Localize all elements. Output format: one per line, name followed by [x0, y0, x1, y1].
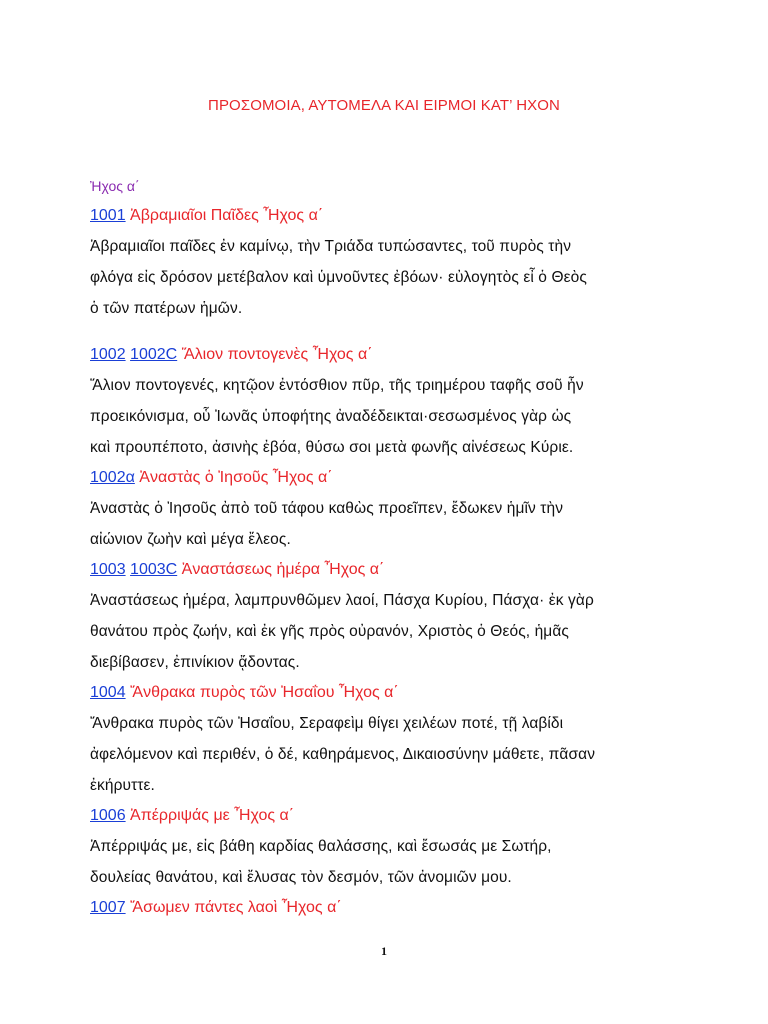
- hymn-title: Ἅλιον ποντογενὲς Ἦχος α΄: [181, 346, 373, 363]
- hymn-text-line: Ἄνθρακα πυρὸς τῶν Ἠσαΐου, Σεραφεὶμ θίγει χειλέων ποτέ, τῇ λαβίδι: [90, 715, 564, 732]
- hymn-entry: [90, 340, 690, 463]
- hymn-text-line: αἰώνιον ζωὴν καὶ μέγα ἔλεος.: [90, 531, 291, 548]
- hymn-ref-link[interactable]: 1002C: [130, 346, 178, 363]
- hymn-ref-link[interactable]: 1003: [90, 561, 126, 578]
- hymn-text: [90, 708, 690, 801]
- hymn-title: Ἀναστὰς ὁ Ἰησοῦς Ἦχος α΄: [139, 469, 333, 486]
- hymn-heading: [90, 893, 690, 923]
- hymn-ref-link[interactable]: 1002: [90, 346, 126, 363]
- hymn-title: Ἀβραμιαῖοι Παῖδες Ἦχος α΄: [130, 207, 324, 224]
- hymn-text-line: Ἀναστάσεως ἡμέρα, λαμπρυνθῶμεν λαοί, Πάσχα Κυρίου, Πάσχα· ἐκ γὰρ: [90, 592, 594, 609]
- hymn-title: Ἀπέρριψάς με Ἦχος α΄: [130, 807, 295, 824]
- hymn-heading: [90, 463, 690, 493]
- hymn-text: [90, 231, 690, 324]
- hymn-text-line: ὁ τῶν πατέρων ἡμῶν.: [90, 300, 243, 317]
- hymn-entry: [90, 801, 690, 893]
- document-title: ΠΡΟΣΟΜΟΙΑ, ΑΥΤΟΜΕΛΑ ΚΑΙ ΕΙΡΜΟΙ ΚΑΤ’ ΗΧΟΝ: [208, 97, 560, 114]
- hymn-text: [90, 493, 690, 555]
- hymn-text-line: διεβίβασεν, ἐπινίκιον ᾄδοντας.: [90, 654, 300, 671]
- hymn-entry: [90, 893, 690, 923]
- hymn-heading: [90, 801, 690, 831]
- hymn-title: Ἄσωμεν πάντες λαοὶ Ἦχος α΄: [130, 899, 342, 916]
- hymn-ref-link[interactable]: 1002α: [90, 469, 135, 486]
- hymn-ref-link[interactable]: 1007: [90, 899, 126, 916]
- hymn-ref-link[interactable]: 1006: [90, 807, 126, 824]
- hymn-text-line: Ἅλιον ποντογενές, κητῷον ἐντόσθιον πῦρ, τῆς τριημέρου ταφῆς σοῦ ἦν: [90, 377, 584, 394]
- hymn-text-line: Ἀβραμιαῖοι παῖδες ἐν καμίνῳ, τὴν Τριάδα τυπώσαντες, τοῦ πυρὸς τὴν: [90, 238, 572, 255]
- hymn-text-line: ἐκήρυττε.: [90, 777, 155, 794]
- hymn-heading: [90, 555, 690, 585]
- hymn-entry: [90, 463, 690, 555]
- hymn-entry: [90, 678, 690, 801]
- hymn-text: [90, 831, 690, 893]
- hymn-text: [90, 370, 690, 463]
- hymn-heading: [90, 340, 690, 370]
- hymn-title: Ἀναστάσεως ἡμέρα Ἦχος α΄: [181, 561, 385, 578]
- hymn-entry: [90, 555, 690, 678]
- hymn-text-line: καὶ προυπέποτο, ἀσινὴς ἐβόα, θύσω σοι μετὰ φωνῆς αἰνέσεως Κύριε.: [90, 439, 574, 456]
- hymn-ref-link[interactable]: 1001: [90, 207, 126, 224]
- hymn-text-line: φλόγα εἰς δρόσον μετέβαλον καὶ ὑμνοῦντες ἐβόων· εὐλογητὸς εἶ ὁ Θεὸς: [90, 269, 587, 286]
- mode-heading: Ἠχος α΄: [90, 178, 140, 194]
- hymn-heading: [90, 678, 690, 708]
- hymn-title: Ἄνθρακα πυρὸς τῶν Ἠσαΐου Ἦχος α΄: [130, 684, 399, 701]
- page-number: 1: [381, 944, 387, 958]
- hymn-text-line: θανάτου πρὸς ζωήν, καὶ ἐκ γῆς πρὸς οὐρανόν, Χριστὸς ὁ Θεός, ἡμᾶς: [90, 623, 569, 640]
- hymn-text-line: προεικόνισμα, οὗ Ἰωνᾶς ὑποφήτης ἀναδέδεικται·σεσωσμένος γὰρ ὡς: [90, 408, 572, 425]
- hymn-heading: [90, 201, 690, 231]
- hymn-entry: [90, 201, 690, 324]
- hymn-ref-link[interactable]: 1004: [90, 684, 126, 701]
- hymn-text: [90, 585, 690, 678]
- hymn-text-line: δουλείας θανάτου, καὶ ἔλυσας τὸν δεσμόν, τῶν ἀνομιῶν μου.: [90, 869, 512, 886]
- hymn-list: [90, 201, 690, 923]
- hymn-text-line: Ἀπέρριψάς με, εἰς βάθη καρδίας θαλάσσης, καὶ ἔσωσάς με Σωτήρ,: [90, 838, 552, 855]
- hymn-text-line: Ἀναστὰς ὁ Ἰησοῦς ἀπὸ τοῦ τάφου καθὼς προεῖπεν, ἔδωκεν ἡμῖν τὴν: [90, 500, 564, 517]
- hymn-text-line: ἀφελόμενον καὶ περιθέν, ὁ δέ, καθηράμενος, Δικαιοσύνην μάθετε, πᾶσαν: [90, 746, 596, 763]
- hymn-ref-link[interactable]: 1003C: [130, 561, 178, 578]
